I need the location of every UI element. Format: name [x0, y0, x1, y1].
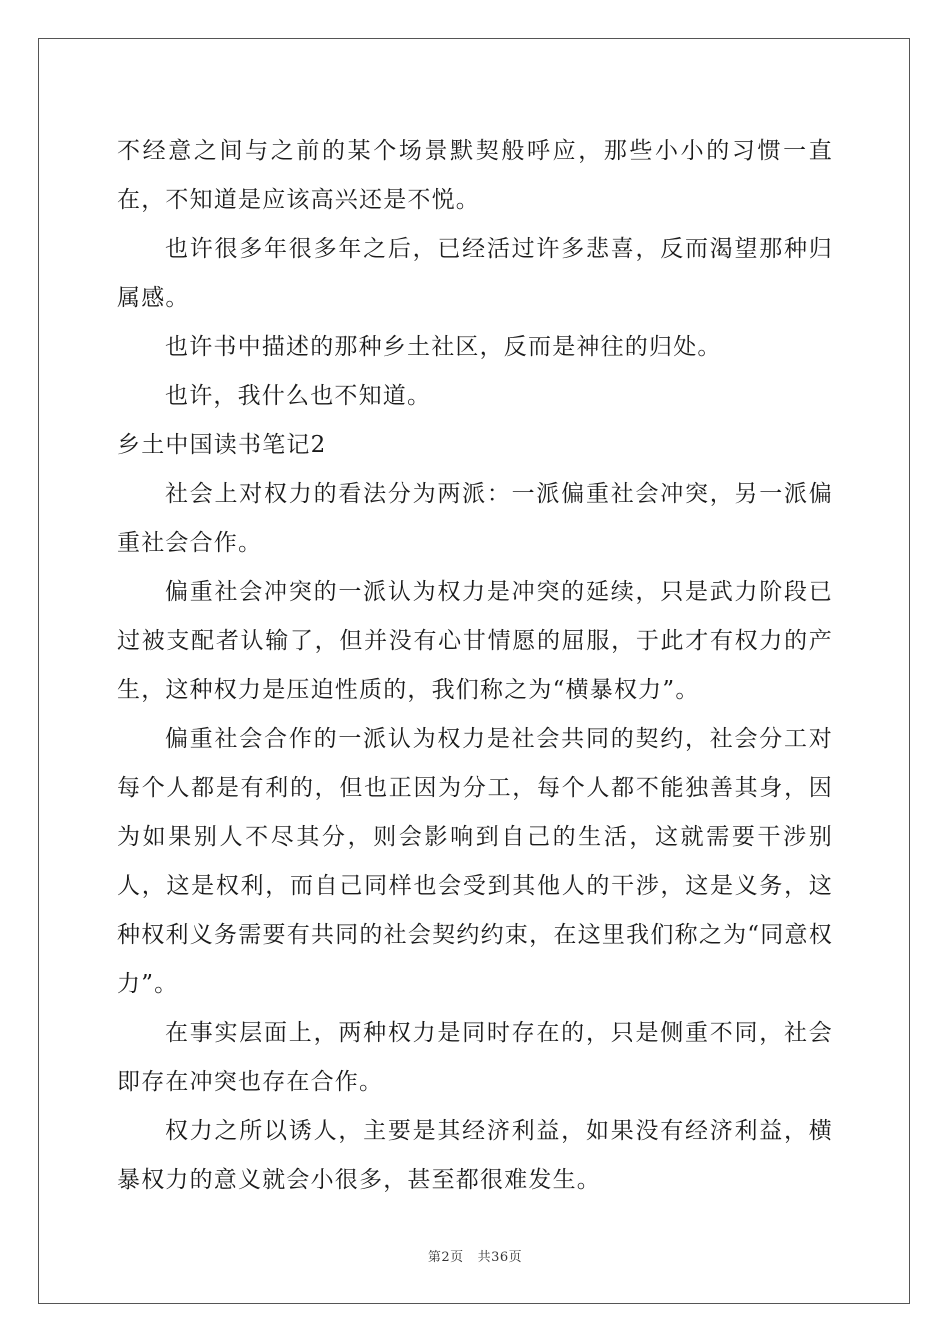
paragraph: 社会上对权力的看法分为两派：一派偏重社会冲突，另一派偏重社会合作。	[117, 481, 833, 556]
document-body	[117, 127, 833, 1205]
paragraph: 权力之所以诱人，主要是其经济利益，如果没有经济利益，横暴权力的意义就会小很多，甚至都很难发生。	[117, 1118, 833, 1193]
paragraph: 偏重社会合作的一派认为权力是社会共同的契约，社会分工对每个人都是有利的，但也正因为分工，每个人都不能独善其身，因为如果别人不尽其分，则会影响到自己的生活，这就需要干涉别人，这是权利，而自己同样也会受到其他人的干涉，这是义务，这种权利义务需要有共同的社会契约约束，在这里我们称之为“同意权力”。	[117, 726, 833, 997]
paragraph: 也许，我什么也不知道。	[165, 383, 432, 409]
paragraph: 不经意之间与之前的某个场景默契般呼应，那些小小的习惯一直在，不知道是应该高兴还是不悦。	[117, 138, 833, 213]
page-number: 第2页	[427, 1250, 464, 1265]
page-footer	[0, 1246, 950, 1265]
paragraph: 偏重社会冲突的一派认为权力是冲突的延续，只是武力阶段已过被支配者认输了，但并没有心甘情愿的屈服，于此才有权力的产生，这种权力是压迫性质的，我们称之为“横暴权力”。	[117, 579, 833, 703]
paragraph: 也许书中描述的那种乡土社区，反而是神往的归处。	[165, 334, 722, 360]
page-total: 共36页	[477, 1250, 523, 1265]
section-heading: 乡土中国读书笔记2	[117, 432, 327, 458]
paragraph: 也许很多年很多年之后，已经活过许多悲喜，反而渴望那种归属感。	[117, 236, 833, 311]
paragraph: 在事实层面上，两种权力是同时存在的，只是侧重不同，社会即存在冲突也存在合作。	[117, 1020, 833, 1095]
